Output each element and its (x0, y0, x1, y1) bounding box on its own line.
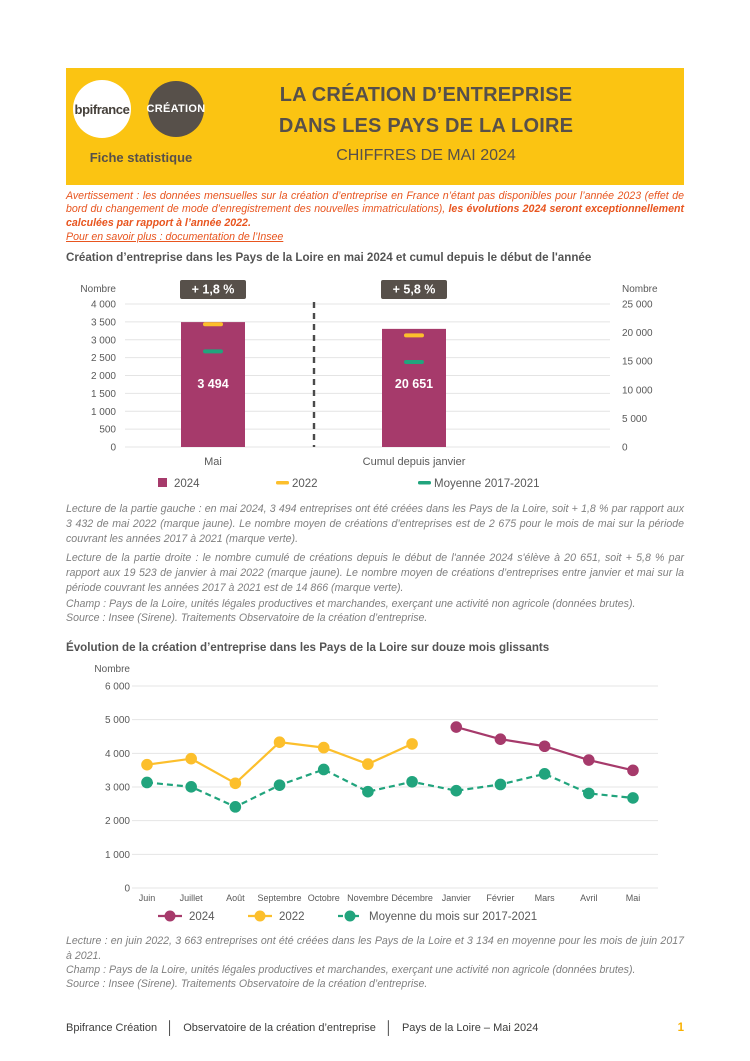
header-band (66, 68, 684, 185)
x-axis-tick: Mars (534, 893, 555, 903)
data-point (318, 764, 330, 776)
legend-dot (345, 911, 356, 922)
marker-2022 (203, 322, 223, 326)
legend-swatch (158, 478, 167, 487)
bar-chart (66, 276, 684, 494)
champ-note-2: Champ : Pays de la Loire, unités légales productives et marchandes, exerçant une activité non agricole (données brutes). (66, 964, 636, 976)
left-axis-tick: 1 000 (90, 406, 116, 418)
legend-label: 2024 (189, 911, 215, 923)
warning-text: Avertissement : les données mensuelles sur la création d’entreprise en France n’étant pas disponibles pour l’année 2023 (effet de bord du changement de mode d’enregistrement des nouvelles immatriculations), (66, 190, 684, 216)
x-axis-tick: Août (226, 893, 245, 903)
champ-note-1: Champ : Pays de la Loire, unités légales productives et marchandes, exerçant une activité non agricole (données brutes). (66, 598, 636, 610)
lecture-left-note: Lecture de la partie gauche : en mai 2024, 3 494 entreprises ont été créées dans les Pays de la Loire, soit + 1,8 % par rapport aux 3 432 de mai 2022 (marque jaune). Le nombre moyen de créations d’entreprises est de 2 675 pour le mois de mai sur la période couvrant les années 2017 à 2021 (marque verte). (66, 503, 684, 545)
data-point (230, 777, 242, 789)
x-axis-tick: Mai (625, 893, 641, 903)
document-title-block (226, 80, 626, 170)
left-axis-label: Nombre (80, 284, 116, 295)
insee-documentation-link[interactable]: Pour en savoir plus : documentation de l’Insee (66, 231, 284, 243)
data-point (583, 754, 595, 766)
marker-moyenne-2017-2021 (203, 349, 223, 353)
right-axis-tick: 20 000 (622, 328, 653, 340)
data-point (539, 768, 551, 780)
x-axis-tick: Décembre (391, 893, 433, 903)
fiche-statistique-label: Fiche statistique (89, 150, 193, 165)
legend-label: 2024 (174, 478, 200, 490)
category-label: Cumul depuis janvier (362, 456, 466, 468)
legend-label: 2022 (279, 911, 305, 923)
data-point (185, 753, 197, 765)
legend-label: Moyenne 2017-2021 (434, 478, 540, 490)
y-axis-tick: 4 000 (104, 748, 130, 760)
bar-value-label: 20 651 (394, 377, 434, 391)
data-point (274, 736, 286, 748)
line-chart-title: Évolution de la création d’entreprise dans les Pays de la Loire sur douze mois glissants (66, 641, 550, 654)
data-point (495, 779, 507, 791)
x-axis-tick: Janvier (441, 893, 471, 903)
legend-label: Moyenne du mois sur 2017-2021 (369, 911, 538, 923)
left-axis-tick: 2 500 (90, 353, 116, 365)
left-axis-tick: 1 500 (90, 388, 116, 400)
left-axis-tick: 4 000 (90, 299, 116, 311)
page-number: 1 (677, 1021, 684, 1034)
x-axis-tick: Juillet (179, 893, 203, 903)
data-point (627, 765, 639, 777)
evolution-badge-label: + 1,8 % (191, 282, 235, 297)
legend-swatch (418, 481, 431, 485)
y-axis-tick: 0 (124, 883, 130, 895)
data-point (362, 786, 374, 798)
data-point (362, 758, 374, 770)
footer-separator: │ (384, 1020, 393, 1035)
creation-logo (148, 81, 204, 137)
right-axis-tick: 15 000 (622, 356, 653, 368)
source-note-2: Source : Insee (Sirene). Traitements Observatoire de la création d’entreprise. (66, 978, 428, 990)
document-title-line2: DANS LES PAYS DE LA LOIRE (278, 115, 574, 137)
legend-label: 2022 (292, 478, 318, 490)
left-axis-tick: 2 000 (90, 371, 116, 382)
marker-2022 (404, 333, 424, 337)
x-axis-tick: Février (486, 893, 515, 903)
x-axis-tick: Avril (580, 893, 598, 903)
x-axis-tick: Novembre (347, 893, 389, 903)
bpifrance-logo-text: bpifrance (74, 101, 130, 117)
creation-logo-text: CRÉATION (146, 103, 206, 115)
data-point (141, 777, 153, 789)
data-point (406, 776, 418, 788)
data-point (450, 721, 462, 733)
data-point (539, 740, 551, 752)
legend-swatch (276, 481, 289, 485)
bar-chart-title: Création d’entreprise dans les Pays de la Loire en mai 2024 et cumul depuis le début de l'année (66, 251, 592, 264)
data-point (185, 781, 197, 793)
data-point (318, 742, 330, 754)
right-axis-label: Nombre (622, 284, 658, 295)
legend-dot (255, 911, 266, 922)
warning-text-bold: les évolutions 2024 seront exceptionnellement calculées par rapport à l’année 2022. (66, 203, 684, 229)
legend-dot (165, 911, 176, 922)
footer-observatory: Observatoire de la création d’entreprise (183, 1021, 376, 1034)
bpifrance-logo (73, 80, 131, 138)
warning-paragraph (66, 190, 684, 230)
footer-separator: │ (166, 1020, 175, 1035)
right-axis-tick: 10 000 (622, 385, 653, 397)
data-point (274, 779, 286, 791)
left-axis-tick: 3 000 (90, 335, 116, 347)
x-axis-tick: Juin (138, 893, 156, 903)
left-axis-tick: 500 (99, 424, 116, 436)
x-axis-tick: Octobre (307, 893, 340, 903)
data-point (406, 738, 418, 750)
data-point (495, 733, 507, 745)
left-axis-tick: 0 (110, 442, 116, 454)
right-axis-tick: 25 000 (622, 299, 653, 311)
lecture-right-note: Lecture de la partie droite : le nombre cumulé de créations depuis le début de l'année 2024 s'élève à 20 651, soit + 5,8 % par rapport aux 19 523 de janvier à mai 2022 (marque jaune). Le nombre moyen de créations d’entreprises entre janvier et mai sur la période couvrant les années 2017 à 2021 est de 14 866 (marque verte). (66, 552, 684, 594)
source-note-1: Source : Insee (Sirene). Traitements Observatoire de la création d’entreprise. (66, 612, 428, 624)
data-point (141, 759, 153, 771)
y-axis-tick: 6 000 (104, 681, 130, 693)
x-axis-tick: Septembre (257, 893, 302, 903)
y-axis-tick: 5 000 (104, 715, 130, 727)
category-label: Mai (204, 456, 222, 468)
footer-region-date: Pays de la Loire – Mai 2024 (401, 1021, 539, 1034)
data-point (450, 785, 462, 797)
y-axis-tick: 3 000 (104, 782, 130, 794)
bar-value-label: 3 494 (197, 377, 229, 391)
right-axis-tick: 0 (622, 442, 628, 454)
data-point (627, 792, 639, 804)
page-footer (66, 1020, 684, 1035)
line-chart (66, 658, 684, 930)
right-axis-tick: 5 000 (622, 413, 648, 425)
left-axis-tick: 3 500 (90, 317, 116, 329)
y-axis-label: Nombre (94, 664, 130, 675)
lecture-line-note: Lecture : en juin 2022, 3 663 entreprises ont été créées dans les Pays de la Loire et 3 134 en moyenne pour les mois de juin 2017 à 2021. (66, 935, 684, 962)
data-point (583, 788, 595, 800)
evolution-badge-label: + 5,8 % (392, 282, 436, 297)
document-subtitle: CHIFFRES DE MAI 2024 (336, 147, 516, 164)
footer-brand: Bpifrance Création (66, 1021, 158, 1034)
document-title-line1: LA CRÉATION D’ENTREPRISE (279, 84, 573, 106)
y-axis-tick: 1 000 (104, 849, 130, 861)
marker-moyenne-2017-2021 (404, 360, 424, 364)
data-point (230, 801, 242, 813)
y-axis-tick: 2 000 (104, 816, 130, 828)
